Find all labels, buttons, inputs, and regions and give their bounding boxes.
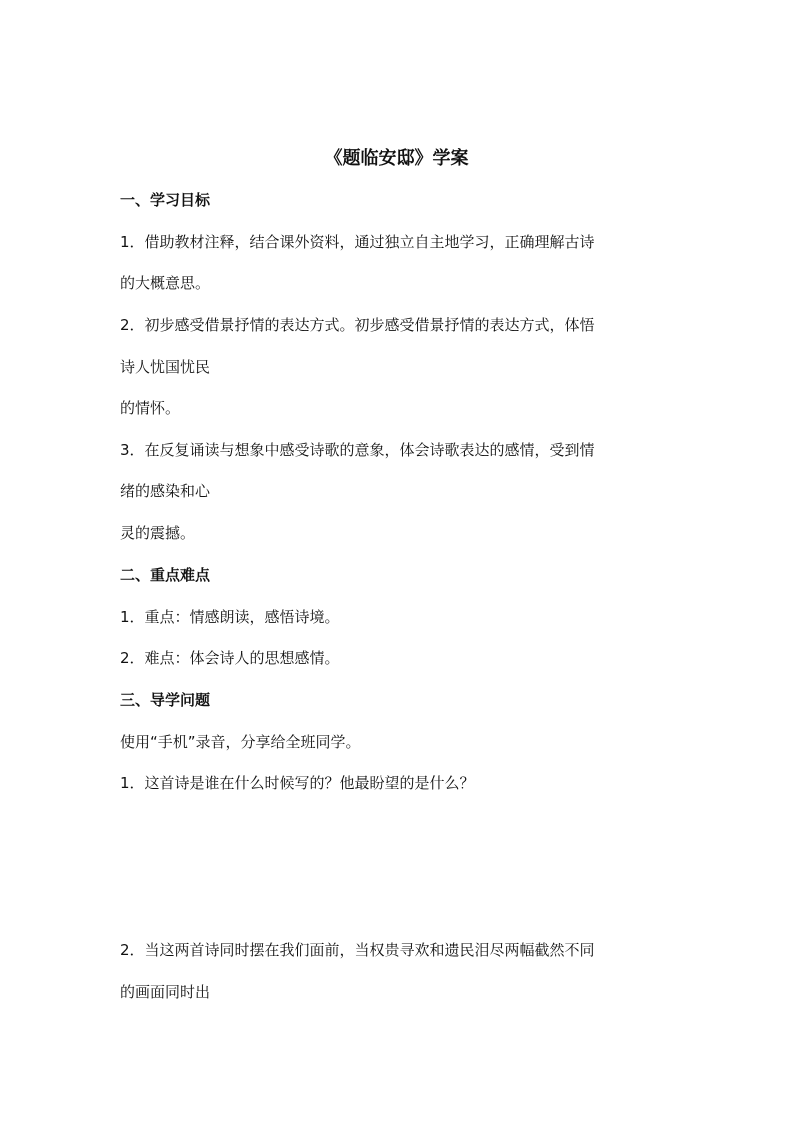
section-heading-learning-goals: 一、学习目标: [120, 191, 211, 209]
guide-intro: 使用“手机”录音，分享给全班同学。: [120, 733, 361, 751]
goal-2-line-3: 的情怀。: [120, 399, 181, 417]
goal-3-line-1: 3．在反复诵读与想象中感受诗歌的意象，体会诗歌表达的感情，受到情: [120, 441, 595, 459]
key-point-2: 2．难点：体会诗人的思想感情。: [120, 649, 340, 667]
document-title: 《题临安邸》学案: [324, 148, 469, 169]
section-heading-guide-questions: 三、导学问题: [120, 691, 211, 709]
key-point-1: 1．重点：情感朗读，感悟诗境。: [120, 608, 340, 626]
section-heading-key-points: 二、重点难点: [120, 566, 211, 584]
goal-1-line-2: 的大概意思。: [120, 274, 211, 292]
question-2-line-2: 的画面同时出: [120, 983, 211, 1001]
goal-3-line-2: 绪的感染和心: [120, 482, 211, 500]
goal-3-line-3: 灵的震撼。: [120, 524, 196, 542]
goal-2-line-2: 诗人忧国忧民: [120, 358, 211, 376]
question-1: 1．这首诗是谁在什么时候写的？他最盼望的是什么？: [120, 774, 475, 792]
question-2-line-1: 2．当这两首诗同时摆在我们面前，当权贵寻欢和遗民泪尽两幅截然不同: [120, 941, 595, 959]
goal-1-line-1: 1．借助教材注释，结合课外资料，通过独立自主地学习，正确理解古诗: [120, 233, 595, 251]
goal-2-line-1: 2．初步感受借景抒情的表达方式。初步感受借景抒情的表达方式，体悟: [120, 316, 595, 334]
